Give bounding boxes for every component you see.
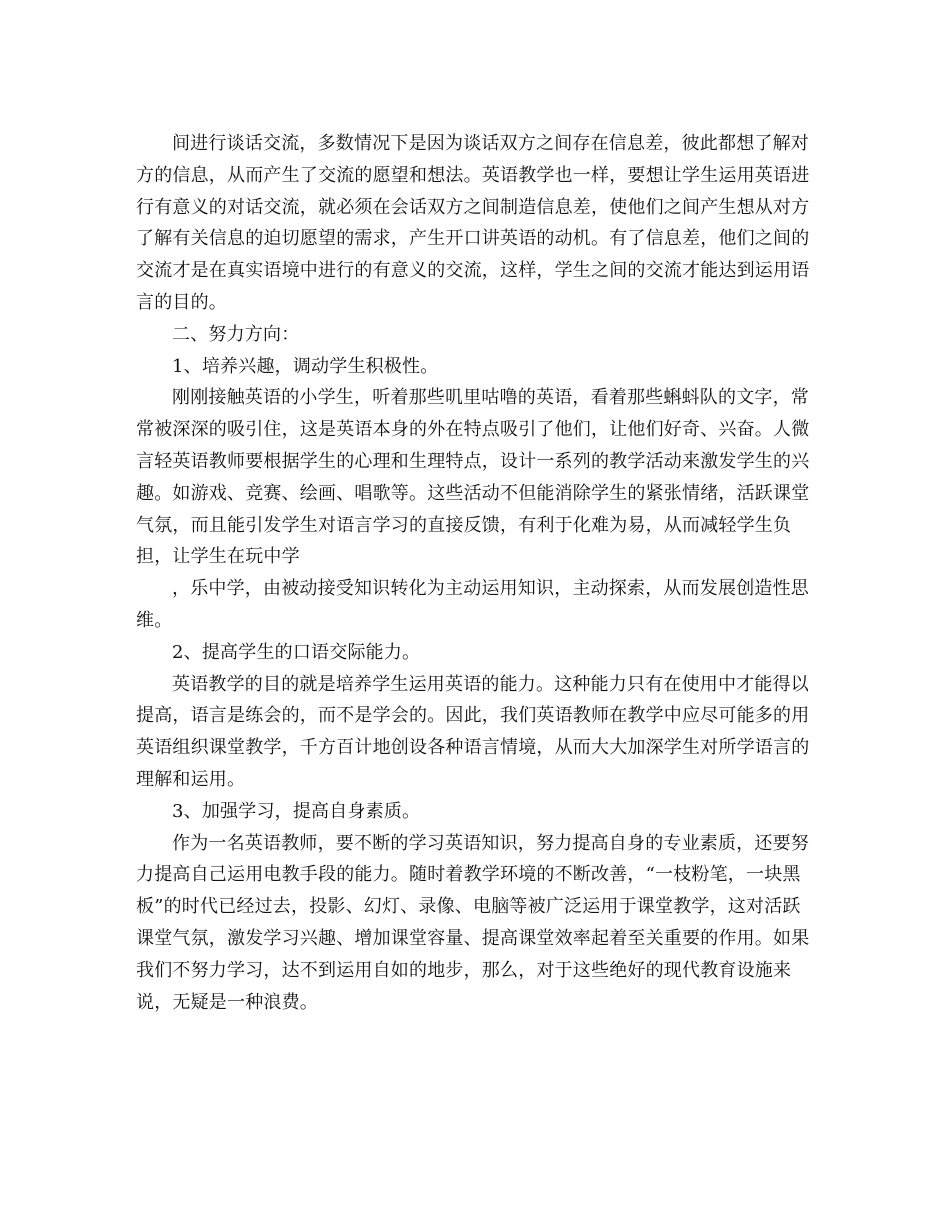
subheading-3: 3、加强学习，提高自身素质。 [172, 800, 421, 822]
paragraph-2: 刚刚接触英语的小学生，听着那些叽里咕噜的英语，看着那些蝌蚪队的文字，常常被深深的吸引住，这是英语本身的外在特点吸引了他们，让他们好奇、兴奋。人微言轻英语教师要根据学生的心理和生理特点，设计一系列的教学活动来激发学生的兴趣。如游戏、竞赛、绘画、唱歌等。这些活动不但能消除学生的紧张情绪，活跃课堂气氛，而且能引发学生对语言学习的直接反馈，有利于化难为易，从而减轻学生负担，让学生在玩中学 [136, 387, 810, 568]
paragraph-2-continued: ，乐中学，由被动接受知识转化为主动运用知识，主动探索，从而发展创造性思维。 [136, 578, 809, 631]
paragraph-3: 英语教学的目的就是培养学生运用英语的能力。这种能力只有在使用中才能得以提高，语言是练会的，而不是学会的。因此，我们英语教师在教学中应尽可能多的用英语组织课堂教学，千方百计地创设各种语言情境，从而大大加深学生对所学语言的理解和运用。 [136, 673, 810, 790]
document-body [136, 128, 812, 1018]
paragraph-1: 间进行谈话交流，多数情况下是因为谈话双方之间存在信息差，彼此都想了解对方的信息，从而产生了交流的愿望和想法。英语教学也一样，要想让学生运用英语进行有意义的对话交流，就必须在会话双方之间制造信息差，使他们之间产生想从对方了解有关信息的迫切愿望的需求，产生开口讲英语的动机。有了信息差，他们之间的交流才是在真实语境中进行的有意义的交流，这样，学生之间的交流才能达到运用语言的目的。 [136, 133, 810, 313]
paragraph-4: 作为一名英语教师，要不断的学习英语知识，努力提高自身的专业素质，还要努力提高自己运用电教手段的能力。随时着教学环境的不断改善，“一枝粉笔，一块黑板”的时代已经过去，投影、幻灯、录像、电脑等被广泛运用于课堂教学，这对活跃课堂气氛，激发学习兴趣、增加课堂容量、提高课堂效率起着至关重要的作用。如果我们不努力学习，达不到运用自如的地步，那么，对于这些绝好的现代教育设施来说，无疑是一种浪费。 [136, 832, 810, 1013]
section-heading-2: 二、努力方向： [172, 323, 300, 345]
subheading-2: 2、提高学生的口语交际能力。 [172, 641, 421, 663]
subheading-1: 1、培养兴趣，调动学生积极性。 [172, 355, 439, 377]
